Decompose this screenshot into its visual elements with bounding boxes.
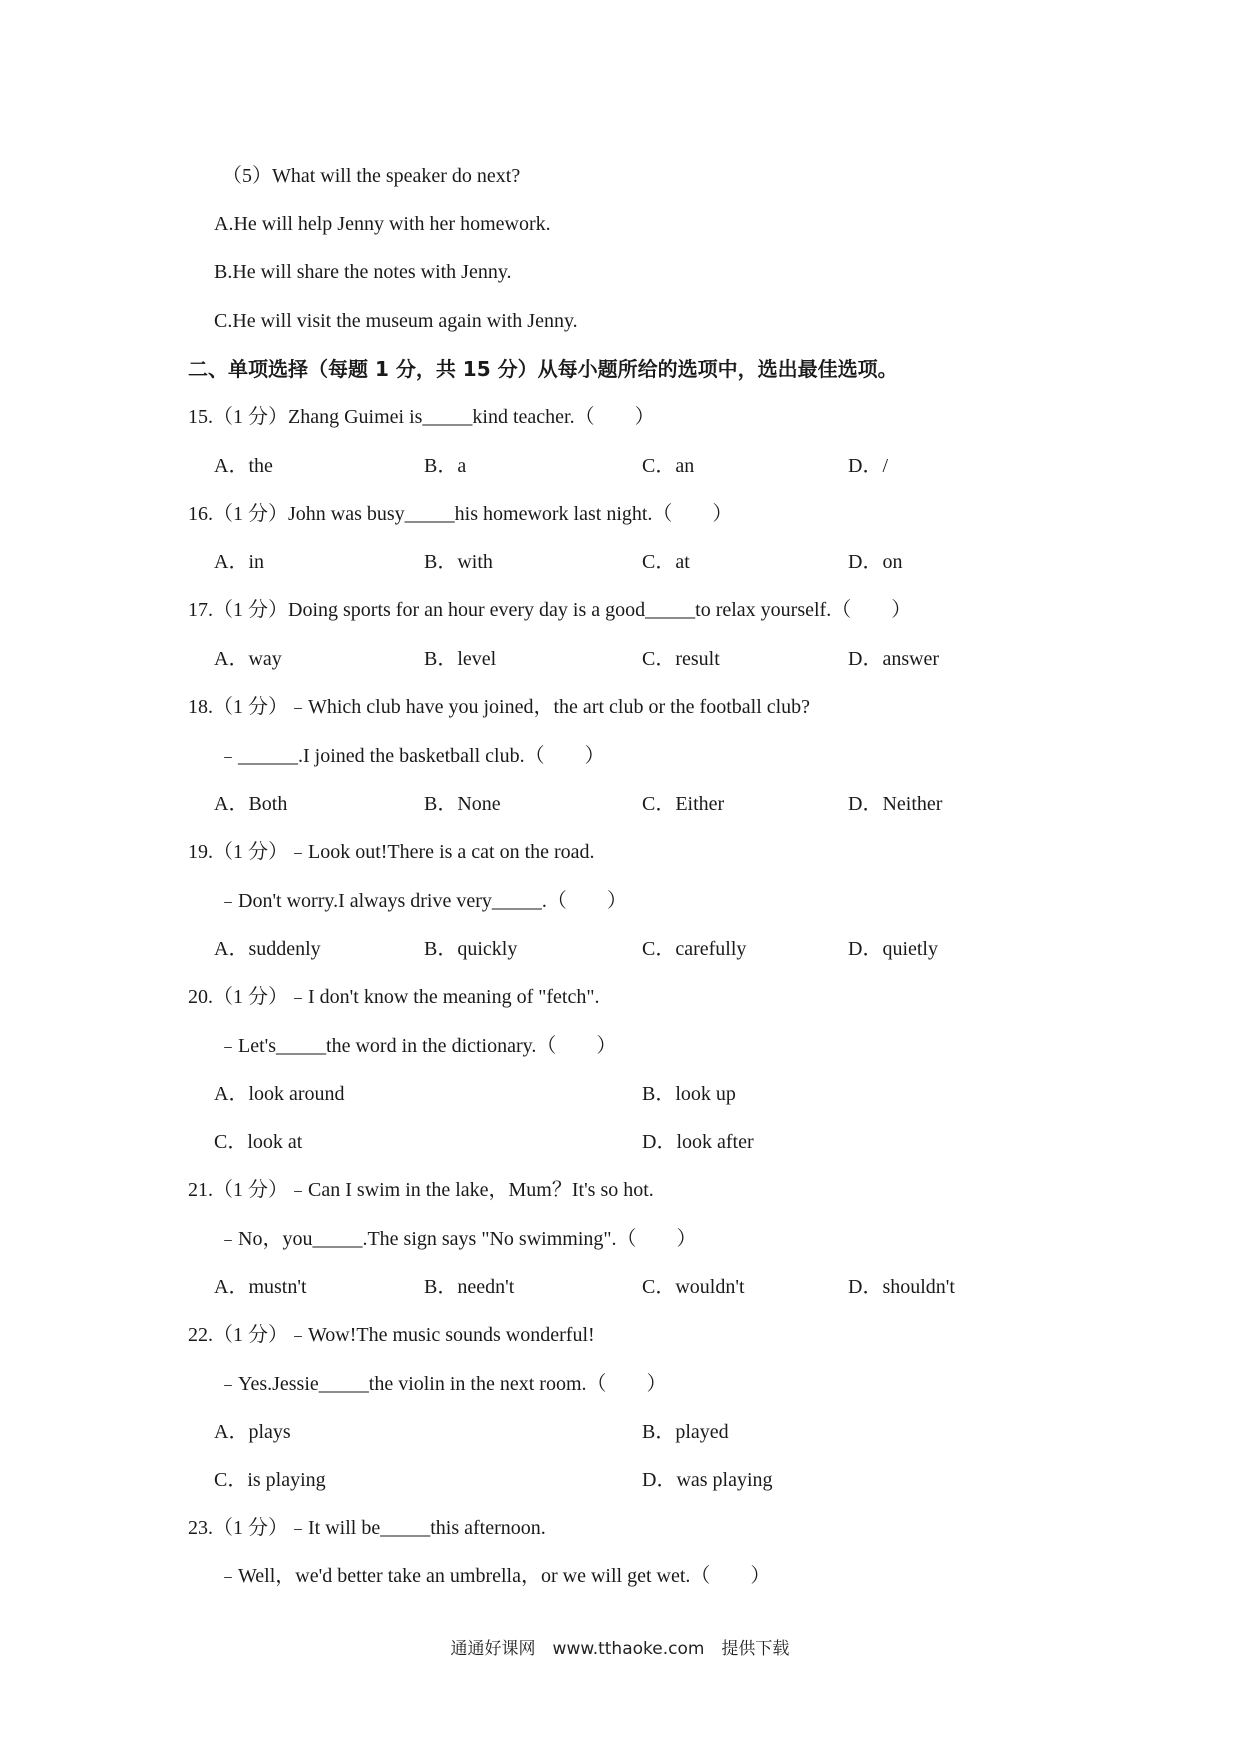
option: D．quietly [848,938,938,960]
option: B．with [424,551,493,573]
question-stem: 16.（1 分）John was busy_____his homework last night.（ ） [188,503,733,525]
option: A．suddenly [214,938,321,960]
option: B．None [424,793,501,815]
option: C．an [642,455,695,477]
question-line: ﹣Don't worry.I always drive very_____.（ ） [218,890,627,912]
question-line: ﹣Well，we'd better take an umbrella，or we will get wet.（ ） [218,1565,771,1587]
question-stem: （5）What will the speaker do next? [222,165,521,187]
option: D．Neither [848,793,943,815]
option: D．look after [642,1131,754,1153]
option: C．is playing [214,1469,326,1491]
option: D．shouldn't [848,1276,955,1298]
option: C.He will visit the museum again with Jenny. [214,310,578,332]
option: C．result [642,648,720,670]
option: A．plays [214,1421,291,1443]
option: C．Either [642,793,725,815]
question-line: ﹣Yes.Jessie_____the violin in the next room.（ ） [218,1373,667,1395]
option: A．look around [214,1083,345,1105]
option: B．played [642,1421,729,1443]
question-stem: 21.（1 分）﹣Can I swim in the lake，Mum？It's so hot. [188,1179,654,1201]
question-stem: 23.（1 分）﹣It will be_____this afternoon. [188,1517,546,1539]
option: A．the [214,455,273,477]
option: A．in [214,551,264,573]
option: D．was playing [642,1469,773,1491]
question-stem: 20.（1 分）﹣I don't know the meaning of "fetch". [188,986,600,1008]
option: B.He will share the notes with Jenny. [214,261,512,283]
question-line: ﹣Let's_____the word in the dictionary.（ ） [218,1035,617,1057]
page-footer: 通通好课网 www.tthaoke.com 提供下载 [450,1639,790,1659]
section-title: 二、单项选择（每题 1 分，共 15 分）从每小题所给的选项中，选出最佳选项。 [188,357,898,381]
option: A.He will help Jenny with her homework. [214,213,551,235]
option: B．look up [642,1083,736,1105]
question-stem: 18.（1 分）﹣Which club have you joined，the art club or the football club? [188,696,811,718]
question-stem: 19.（1 分）﹣Look out!There is a cat on the road. [188,841,595,863]
option: B．a [424,455,467,477]
option: A．mustn't [214,1276,307,1298]
option: C．carefully [642,938,747,960]
option: B．level [424,648,497,670]
option: D．answer [848,648,940,670]
question-line: ﹣No，you_____.The sign says "No swimming".（ ） [218,1228,697,1250]
question-stem: 17.（1 分）Doing sports for an hour every day is a good_____to relax yourself.（ ） [188,599,912,621]
option: B．needn't [424,1276,515,1298]
option: C．look at [214,1131,303,1153]
option: A．way [214,648,282,670]
option: B．quickly [424,938,518,960]
option: D．on [848,551,903,573]
question-stem: 15.（1 分）Zhang Guimei is_____kind teacher.（ ） [188,406,655,428]
question-stem: 22.（1 分）﹣Wow!The music sounds wonderful! [188,1324,595,1346]
question-line: ﹣______.I joined the basketball club.（ ） [218,745,605,767]
option: A．Both [214,793,288,815]
option: D．/ [848,455,888,477]
option: C．at [642,551,690,573]
option: C．wouldn't [642,1276,745,1298]
